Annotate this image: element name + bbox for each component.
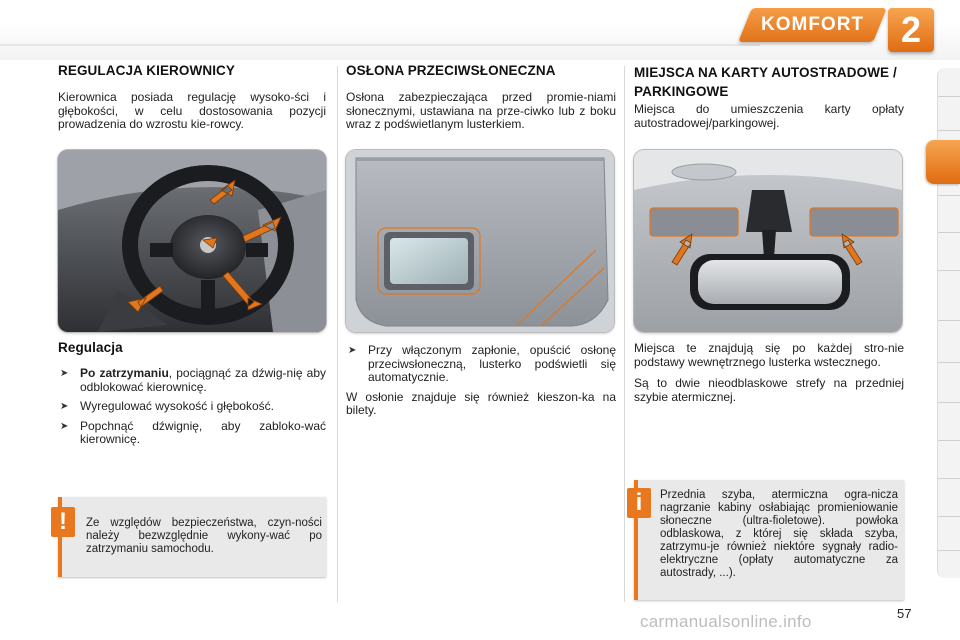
list-item: ➤ Wyregulować wysokość i głębokość. — [60, 399, 274, 413]
section-title: REGULACJA KIEROWNICY — [58, 63, 236, 78]
arrow-right-icon: ➤ — [60, 420, 69, 432]
warning-box — [58, 497, 326, 577]
adjustment-steps — [58, 367, 326, 447]
arrow-right-icon: ➤ — [60, 368, 69, 379]
header-line — [0, 44, 760, 46]
chapter-number: 2 — [888, 8, 934, 52]
watermark: carmanualsonline.info — [640, 612, 812, 631]
chapter-title: KOMFORT — [760, 14, 865, 35]
sunvisor-steps-section — [346, 344, 616, 418]
column-sunvisor — [346, 63, 616, 132]
info-box — [634, 480, 904, 600]
section-title: OSŁONA PRZECIWSŁONECZNA — [346, 63, 556, 78]
cards-para-2: Są to dwie nieodblaskowe strefy na przedniej szybie atermicznej. — [634, 376, 904, 404]
page-number: 57 — [897, 606, 912, 621]
steering-wheel-photo — [58, 150, 326, 332]
chapter-thumb-active[interactable] — [926, 140, 960, 184]
sunvisor-steps — [346, 344, 616, 385]
cards-text-section — [634, 342, 904, 404]
section-intro: Kierownica posiada regulację wysoko-ści i głębokości, w celu dostosowania pozycji prowadzenia do wzrostu kie-rowcy. — [58, 90, 326, 131]
section-intro: Osłona zabezpieczająca przed promie-niami słonecznymi, ustawiana na prze-ciwko lub z boku wraz z podświetlanym lusterkiem. — [346, 90, 616, 131]
column-cards — [634, 63, 904, 130]
section-intro: Miejsca do umieszczenia karty opłaty autostradowej/parkingowej. — [634, 102, 904, 130]
info-text: Przednia szyba, atermiczna ogra-nicza nagrzanie kabiny osłabiając promieniowanie słoneczne (ultra-fioletowe). powłoka odblaskowa, z której się składa szyba, zatrzymu-je również niektóre sygnały radio-elektryczne (opłaty automatyczne za autostrady, ...). — [660, 489, 898, 579]
warning-icon: ! — [51, 507, 75, 537]
info-icon: i — [627, 488, 651, 518]
cards-para-1: Miejsca te znajdują się po każdej stro-nie podstawy wewnętrznego lusterka wstecznego. — [634, 341, 904, 369]
column-divider — [337, 66, 338, 602]
warning-text: Ze względów bezpieczeństwa, czyn-ności należy bezwzględnie wykony-wać po zatrzymaniu samochodu. — [86, 517, 322, 555]
list-item: ➤ Po zatrzymaniu, pociągnąć za dźwig-nię aby odblokować kierownicę. — [60, 366, 326, 394]
column-steering — [58, 63, 326, 132]
sunvisor-extra: W osłonie znajduje się również kieszon-ka na bilety. — [346, 389, 616, 417]
list-item: ➤ Popchnąć dźwignię, aby zabloko-wać kierownicę. — [60, 418, 326, 446]
arrow-right-icon: ➤ — [348, 345, 357, 356]
adjustment-section — [58, 340, 326, 453]
card-holder-photo — [634, 150, 902, 332]
sun-visor-photo — [346, 150, 614, 332]
list-item: ➤ Przy włączonym zapłonie, opuścić osłonę przeciwsłoneczną, lusterko podświetli się automatycznie. — [348, 343, 616, 384]
column-divider — [624, 66, 625, 602]
arrow-right-icon: ➤ — [60, 401, 69, 412]
subsection-title: Regulacja — [58, 340, 123, 355]
chapter-title-tab — [738, 8, 887, 42]
section-title: MIEJSCA NA KARTY AUTOSTRADOWE / PARKINGOWE — [634, 65, 897, 99]
